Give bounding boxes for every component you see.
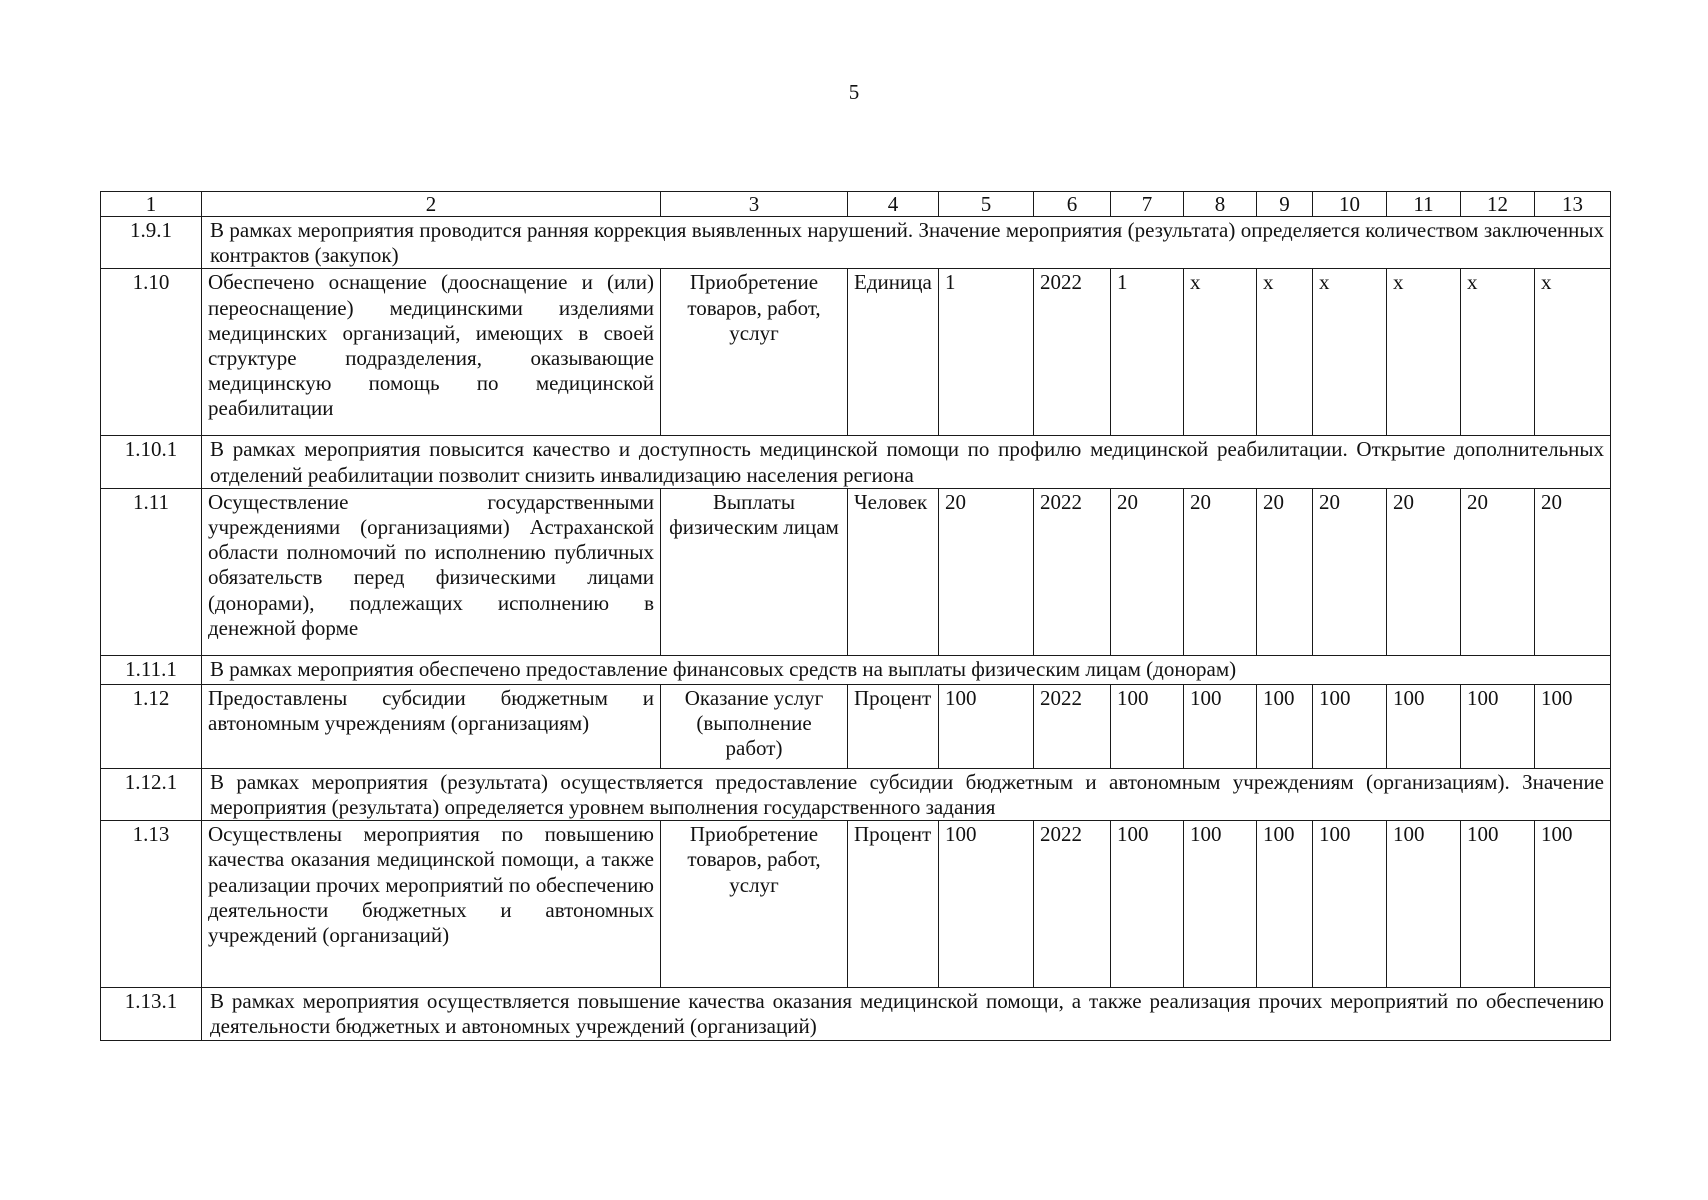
table-row bbox=[101, 436, 1611, 488]
table-row bbox=[101, 217, 1611, 269]
item-type: Приобретение товаров, работ, услуг bbox=[661, 269, 848, 436]
value-cell: 100 bbox=[1257, 684, 1313, 768]
value-cell: 20 bbox=[1313, 488, 1387, 655]
item-name: Предоставлены субсидии бюджетным и автономным учреждениям (организациям) bbox=[202, 684, 661, 768]
row-number: 1.13 bbox=[101, 821, 202, 988]
column-number: 1 bbox=[101, 192, 202, 217]
value-cell: 100 bbox=[1387, 684, 1461, 768]
value-cell: 100 bbox=[1535, 684, 1611, 768]
column-number: 8 bbox=[1184, 192, 1257, 217]
value-cell: 100 bbox=[1184, 821, 1257, 988]
item-unit: Процент bbox=[848, 821, 939, 988]
column-number: 13 bbox=[1535, 192, 1611, 217]
item-name: Осуществлены мероприятия по повышению качества оказания медицинской помощи, а также реализации прочих мероприятий по обеспечению деятельности бюджетных и автономных учреждений (организаций) bbox=[202, 821, 661, 988]
value-cell: 100 bbox=[1313, 684, 1387, 768]
value-cell: 100 bbox=[1461, 684, 1535, 768]
value-cell: 100 bbox=[1257, 821, 1313, 988]
column-number: 7 bbox=[1111, 192, 1184, 217]
value-cell: 2022 bbox=[1034, 488, 1111, 655]
item-name: Обеспечено оснащение (дооснащение и (или) переоснащение) медицинскими изделиями медицинских организаций, имеющих в своей структуре подразделения, оказывающие медицинскую помощь по медицинской реабилитации bbox=[202, 269, 661, 436]
row-number: 1.11 bbox=[101, 488, 202, 655]
row-number: 1.12 bbox=[101, 684, 202, 768]
value-cell: 20 bbox=[1184, 488, 1257, 655]
table-row bbox=[101, 768, 1611, 820]
row-number: 1.11.1 bbox=[101, 655, 202, 684]
value-cell: 20 bbox=[939, 488, 1034, 655]
value-cell: x bbox=[1313, 269, 1387, 436]
column-number: 12 bbox=[1461, 192, 1535, 217]
table-row bbox=[101, 988, 1611, 1040]
value-cell: x bbox=[1257, 269, 1313, 436]
item-name: Осуществление государственными учреждениями (организациями) Астраханской области полномочий по исполнению публичных обязательств перед физическими лицами (донорами), подлежащих исполнению в денежной форме bbox=[202, 488, 661, 655]
value-cell: 20 bbox=[1461, 488, 1535, 655]
value-cell: 20 bbox=[1535, 488, 1611, 655]
item-unit: Процент bbox=[848, 684, 939, 768]
value-cell: 2022 bbox=[1034, 821, 1111, 988]
column-number: 6 bbox=[1034, 192, 1111, 217]
value-cell: 100 bbox=[1111, 821, 1184, 988]
column-number: 5 bbox=[939, 192, 1034, 217]
value-cell: 20 bbox=[1387, 488, 1461, 655]
value-cell: x bbox=[1535, 269, 1611, 436]
row-description: В рамках мероприятия повысится качество и доступность медицинской помощи по профилю медицинской реабилитации. Открытие дополнительных отделений реабилитации позволит снизить инвалидизацию населения региона bbox=[202, 436, 1611, 488]
value-cell: x bbox=[1184, 269, 1257, 436]
row-number: 1.10.1 bbox=[101, 436, 202, 488]
item-unit: Единица bbox=[848, 269, 939, 436]
value-cell: 100 bbox=[939, 684, 1034, 768]
value-cell: 100 bbox=[1111, 684, 1184, 768]
page-number: 5 bbox=[848, 80, 860, 104]
value-cell: 100 bbox=[1184, 684, 1257, 768]
value-cell: 100 bbox=[1387, 821, 1461, 988]
value-cell: 1 bbox=[1111, 269, 1184, 436]
column-number: 4 bbox=[848, 192, 939, 217]
value-cell: 100 bbox=[1313, 821, 1387, 988]
value-cell: 100 bbox=[1461, 821, 1535, 988]
table-row bbox=[101, 269, 1611, 436]
row-description: В рамках мероприятия обеспечено предоставление финансовых средств на выплаты физическим лицам (донорам) bbox=[202, 655, 1611, 684]
value-cell: 100 bbox=[939, 821, 1034, 988]
column-number: 3 bbox=[661, 192, 848, 217]
table-row bbox=[101, 821, 1611, 988]
column-number: 10 bbox=[1313, 192, 1387, 217]
value-cell: 20 bbox=[1257, 488, 1313, 655]
table-row bbox=[101, 655, 1611, 684]
item-type: Приобретение товаров, работ, услуг bbox=[661, 821, 848, 988]
value-cell: 20 bbox=[1111, 488, 1184, 655]
value-cell: 2022 bbox=[1034, 684, 1111, 768]
value-cell: x bbox=[1387, 269, 1461, 436]
row-number: 1.10 bbox=[101, 269, 202, 436]
value-cell: 1 bbox=[939, 269, 1034, 436]
value-cell: 2022 bbox=[1034, 269, 1111, 436]
row-number: 1.9.1 bbox=[101, 217, 202, 269]
item-type: Оказание услуг (выполнение работ) bbox=[661, 684, 848, 768]
row-number: 1.12.1 bbox=[101, 768, 202, 820]
results-table bbox=[100, 191, 1611, 1041]
table-header-row bbox=[101, 192, 1611, 217]
table-row bbox=[101, 684, 1611, 768]
item-unit: Человек bbox=[848, 488, 939, 655]
item-type: Выплаты физическим лицам bbox=[661, 488, 848, 655]
value-cell: x bbox=[1461, 269, 1535, 436]
column-number: 9 bbox=[1257, 192, 1313, 217]
row-description: В рамках мероприятия (результата) осуществляется предоставление субсидии бюджетным и автономным учреждениям (организациям). Значение мероприятия (результата) определяется уровнем выполнения государственного задания bbox=[202, 768, 1611, 820]
row-description: В рамках мероприятия осуществляется повышение качества оказания медицинской помощи, а также реализация прочих мероприятий по обеспечению деятельности бюджетных и автономных учреждений (организаций) bbox=[202, 988, 1611, 1040]
value-cell: 100 bbox=[1535, 821, 1611, 988]
row-number: 1.13.1 bbox=[101, 988, 202, 1040]
row-description: В рамках мероприятия проводится ранняя коррекция выявленных нарушений. Значение мероприятия (результата) определяется количеством заключенных контрактов (закупок) bbox=[202, 217, 1611, 269]
column-number: 11 bbox=[1387, 192, 1461, 217]
table-row bbox=[101, 488, 1611, 655]
column-number: 2 bbox=[202, 192, 661, 217]
